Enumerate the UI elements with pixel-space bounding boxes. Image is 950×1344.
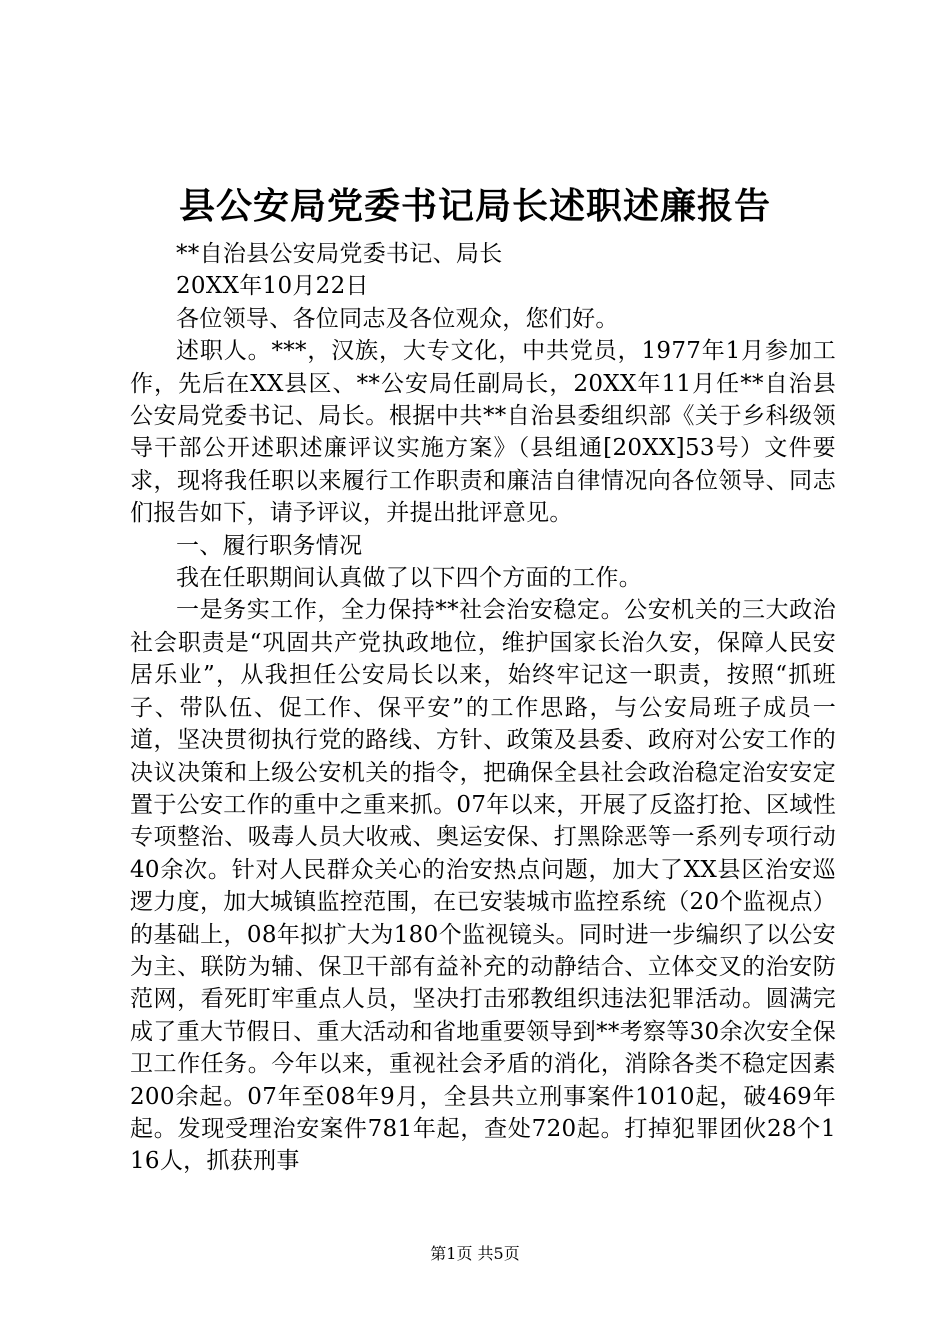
section-intro-paragraph: 我在任职期间认真做了以下四个方面的工作。 — [176, 565, 642, 592]
intro-paragraph: 述职人。***，汉族，大专文化，中共党员，1977年1月参加工作，先后在XX县区、**公安局任副局长，20XX年11月任**自治县公安局党委书记、局长。根据中共**自治县委组织部《关于乡科级领导干部公开述职述廉评议实施方案》（县组通[20XX]53号）文件要求，现将我任职以来履行工作职责和廉洁自律情况向各位领导、同志们报告如下，请予评议，并提出批评意见。 — [130, 338, 836, 527]
document-title: 县公安局党委书记局长述职述廉报告 — [178, 185, 771, 227]
author-line: **自治县公安局党委书记、局长 — [176, 241, 503, 267]
page-footer: 第1页 共5页 — [430, 1244, 520, 1263]
section-heading: 一、履行职务情况 — [176, 532, 363, 559]
work-paragraph: 一是务实工作，全力保持**社会治安稳定。公安机关的三大政治社会职责是“巩固共产党执政地位，维护国家长治久安，保障人民安居乐业”，从我担任公安局长以来，始终牢记这一职责，按照“抓班子、带队伍、促工作、保平安”的工作思路，与公安局班子成员一道，坚决贯彻执行党的路线、方针、政策及县委、政府对公安工作的决议决策和上级公安机关的指令，把确保全县社会政治稳定治安安定置于公安工作的重中之重来抓。07年以来，开展了反盗打抢、区域性专项整治、吸毒人员大收戒、奥运安保、打黑除恶等一系列专项行动40余次。针对人民群众关心的治安热点问题，加大了XX县区治安巡逻力度，加大城镇监控范围，在已安装城市监控系统（20个监视点）的基础上，08年拟扩大为180个监视镜头。同时进一步编织了以公安为主、联防为辅、保卫干部有益补充的动静结合、立体交叉的治安防范网，看死盯牢重点人员，坚决打击邪教组织违法犯罪活动。圆满完成了重大节假日、重大活动和省地重要领导到**考察等30余次安全保卫工作任务。今年以来，重视社会矛盾的消化，消除各类不稳定因素200余起。07年至08年9月，全县共立刑事案件1010起，破469年起。发现受理治安案件781年起，查处720起。打掉犯罪团伙28个116人，抓获刑事 — [130, 597, 836, 1175]
document-body — [130, 238, 836, 1178]
greeting-paragraph: 各位领导、各位同志及各位观众，您们好。 — [176, 305, 619, 332]
date-line: 20XX年10月22日 — [176, 273, 369, 300]
